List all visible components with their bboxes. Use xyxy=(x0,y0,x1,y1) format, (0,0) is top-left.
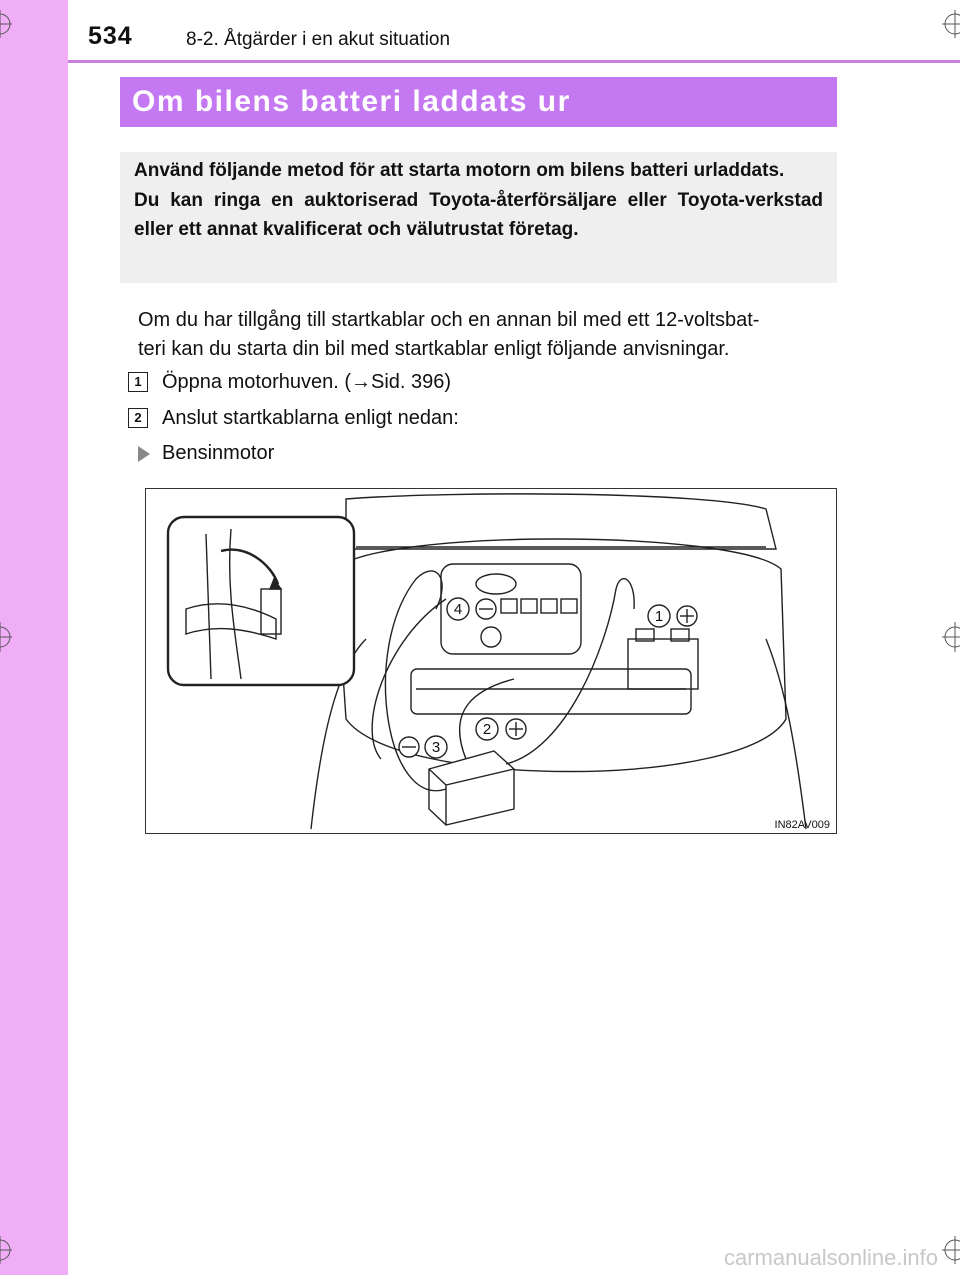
intro-line-2: Du kan ringa en auktoriserad Toyota-återförsäljare eller Toyota-verkstad eller ett annat kvalificerat och välutrustat företag. xyxy=(134,189,823,240)
step-text-1: Öppna motorhuven. (→Sid. 396) xyxy=(162,371,452,393)
figure-code: IN82AV009 xyxy=(774,819,830,831)
page-title: Om bilens batteri laddats ur xyxy=(120,77,837,127)
bullet-text: Bensinmotor xyxy=(162,442,275,464)
body-line-1: Om du har tillgång till startkablar och en annan bil med ett 12-voltsbat- xyxy=(138,309,760,331)
step-badge-2: 2 xyxy=(128,408,148,428)
callout-1: 1 xyxy=(654,608,664,625)
step-badge-1: 1 xyxy=(128,372,148,392)
page-number: 534 xyxy=(88,22,133,50)
watermark: carmanualsonline.info xyxy=(723,1245,938,1270)
step-text-2: Anslut startkablarna enligt nedan: xyxy=(162,407,459,429)
callout-3: 3 xyxy=(431,739,441,756)
intro-line-1: Använd följande metod för att starta motorn om bilens batteri urladdats. xyxy=(134,160,785,181)
section-header: 8-2. Åtgärder i en akut situation xyxy=(186,29,451,50)
callout-4: 4 xyxy=(453,601,463,618)
callout-2: 2 xyxy=(482,721,492,738)
body-line-2: teri kan du starta din bil med startkablar enligt följande anvisningar. xyxy=(138,338,730,360)
